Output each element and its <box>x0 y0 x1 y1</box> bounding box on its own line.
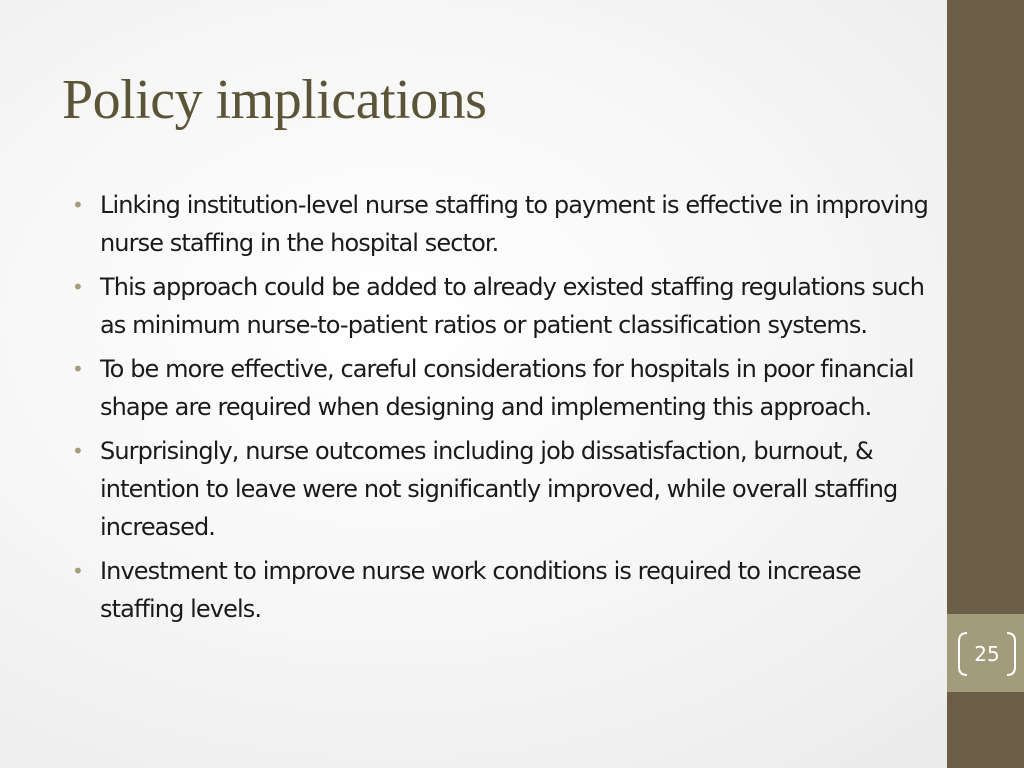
bullet-text: This approach could be added to already existed staffing regulations such as minimum nurse-to-patient ratios or patient classification systems. <box>100 273 925 339</box>
bullet-dot-icon: • <box>72 559 83 583</box>
bullet-item <box>72 268 942 344</box>
bullet-item <box>72 350 942 426</box>
bullet-dot-icon: • <box>72 357 83 381</box>
bullet-text: To be more effective, careful considerations for hospitals in poor financial shape are required when designing and implementing this approach. <box>100 355 914 421</box>
slide-title: Policy implications <box>62 69 487 131</box>
bullet-text: Investment to improve nurse work conditions is required to increase staffing levels. <box>100 557 861 623</box>
bullet-dot-icon: • <box>72 439 83 463</box>
bullet-list <box>72 186 942 634</box>
bullet-item <box>72 186 942 262</box>
bullet-text: Linking institution-level nurse staffing to payment is effective in improving nurse staffing in the hospital sector. <box>100 191 928 257</box>
bullet-item <box>72 552 942 628</box>
bullet-dot-icon: • <box>72 193 83 217</box>
bullet-item <box>72 432 942 546</box>
bullet-dot-icon: • <box>72 275 83 299</box>
bullet-text: Surprisingly, nurse outcomes including job dissatisfaction, burnout, & intention to leave were not significantly improved, while overall staffing increased. <box>100 437 898 541</box>
page-number: 25 <box>974 642 1000 666</box>
